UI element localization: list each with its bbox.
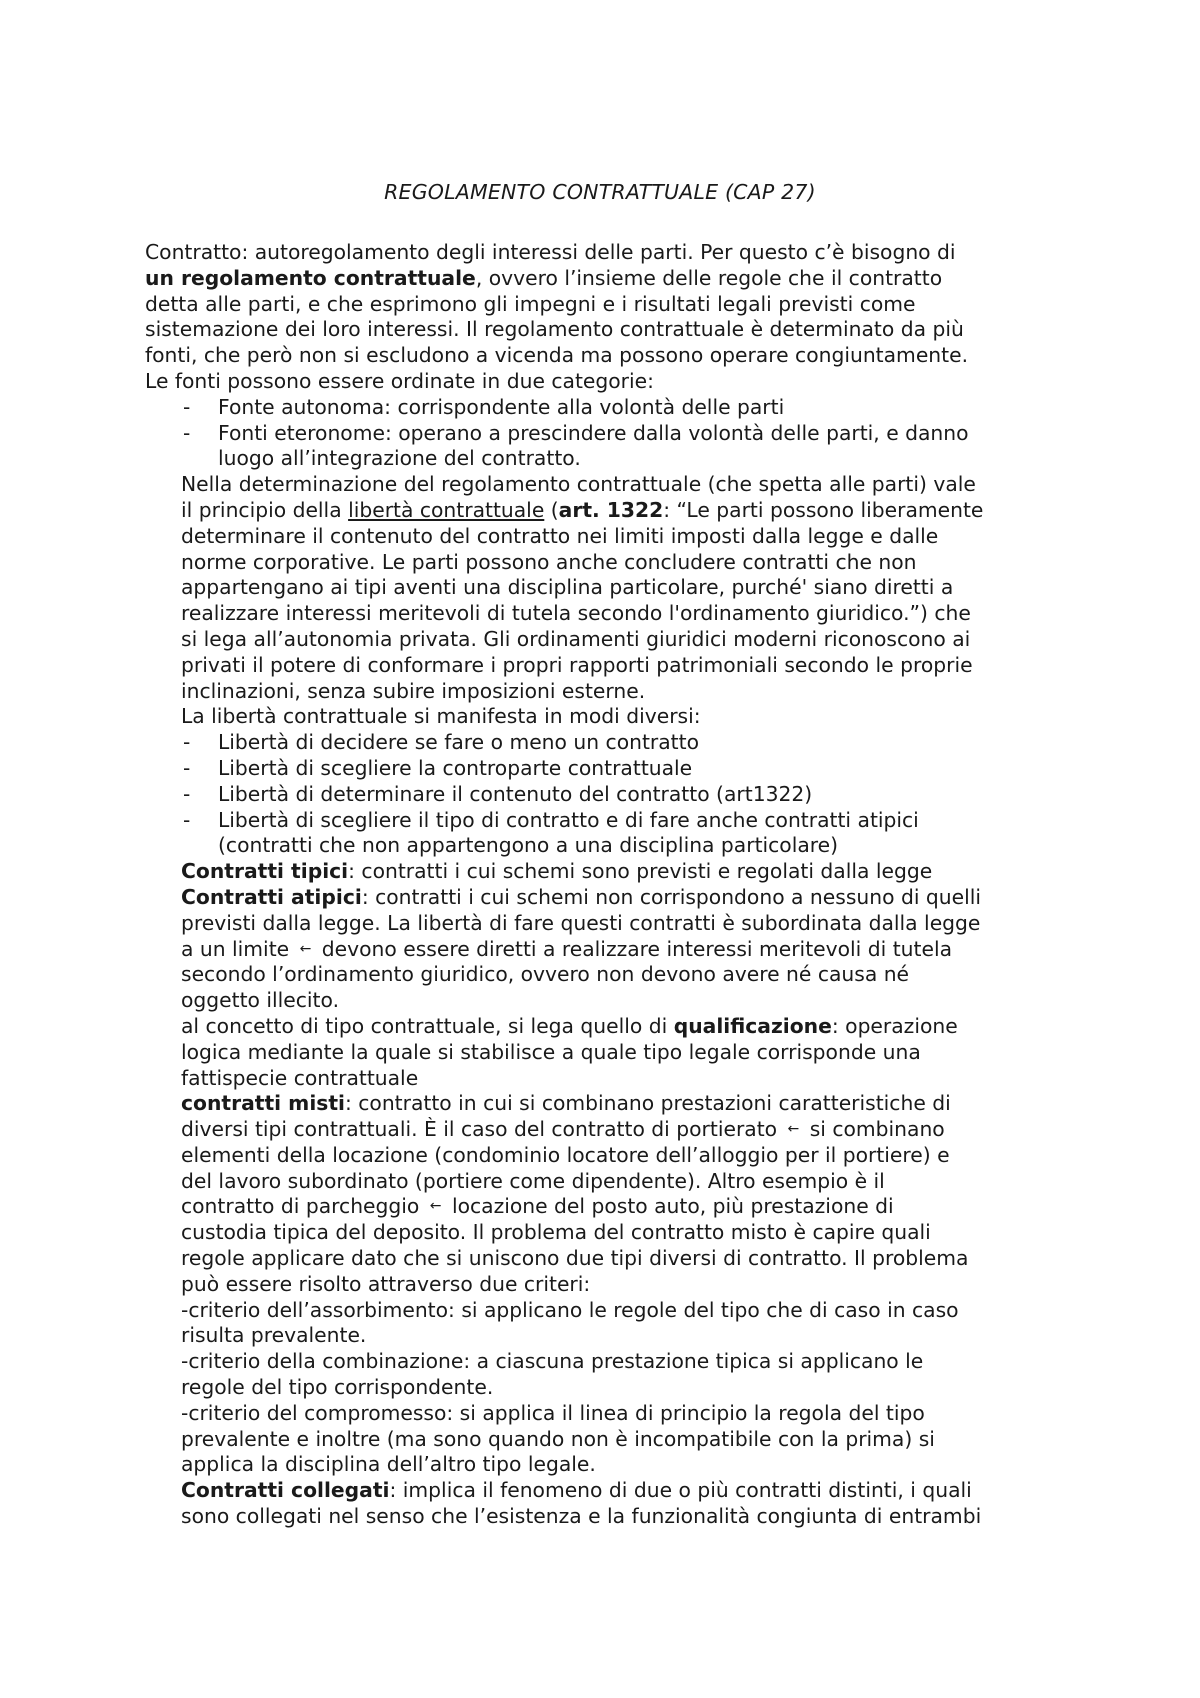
text-span: inclinazioni, senza subire imposizioni esterne. xyxy=(181,678,646,703)
text-line xyxy=(145,550,1065,576)
text-span: oggetto illecito. xyxy=(181,988,340,1013)
text-line xyxy=(145,498,1065,524)
list-item xyxy=(145,395,1065,421)
text-span: -criterio dell’assorbimento: si applicano le regole del tipo che di caso in caso xyxy=(181,1297,959,1322)
text-span: appartengano ai tipi aventi una disciplina particolare, purché' siano diretti a xyxy=(181,575,954,600)
text-span: Contratto: autoregolamento degli interessi delle parti. Per questo c’è bisogno di xyxy=(145,240,956,264)
text-line xyxy=(145,1194,1065,1220)
text-line xyxy=(145,240,1065,266)
text-span: a un limite xyxy=(181,936,296,961)
text-span: sono collegati nel senso che l’esistenza e la funzionalità congiunta di entrambi xyxy=(181,1504,982,1529)
text-span: Fonti eteronome: operano a prescindere dalla volontà delle parti, e danno xyxy=(218,420,969,445)
text-span: applica la disciplina dell’altro tipo legale. xyxy=(181,1452,596,1477)
text-span: regole applicare dato che si uniscono due tipi diversi di contratto. Il problema xyxy=(181,1246,969,1271)
text-span: : implica il fenomeno di due o più contratti distinti, i quali xyxy=(389,1478,972,1503)
text-span: realizzare interessi meritevoli di tutela secondo l'ordinamento giuridico.”) che xyxy=(181,601,971,626)
list-item xyxy=(145,756,1065,782)
list-dash: - xyxy=(183,730,191,755)
text-span: privati il potere di conformare i propri rapporti patrimoniali secondo le proprie xyxy=(181,652,973,677)
text-span: si combinano xyxy=(803,1117,945,1142)
text-span: La libertà contrattuale si manifesta in modi diversi: xyxy=(181,704,701,729)
text-line xyxy=(145,1066,1065,1092)
text-line xyxy=(145,833,1065,859)
bold-term: art. 1322 xyxy=(558,497,664,522)
text-line xyxy=(145,1040,1065,1066)
text-line xyxy=(145,1349,1065,1375)
text-line xyxy=(145,1298,1065,1324)
text-span: , ovvero l’insieme delle regole che il contratto xyxy=(475,265,943,290)
text-span: sistemazione dei loro interessi. Il regolamento contrattuale è determinato da più xyxy=(145,317,964,342)
text-span: Nella determinazione del regolamento contrattuale (che spetta alle parti) vale xyxy=(181,472,976,497)
underlined-term: libertà contrattuale xyxy=(348,497,545,522)
page-title: REGOLAMENTO CONTRATTUALE (CAP 27) xyxy=(384,180,816,204)
text-line xyxy=(145,962,1065,988)
text-line xyxy=(145,369,1065,395)
text-span: Libertà di determinare il contenuto del contratto (art1322) xyxy=(218,781,813,806)
list-dash: - xyxy=(183,781,191,806)
text-span: : operazione xyxy=(831,1013,958,1038)
arrow-icon: ← xyxy=(787,1121,800,1138)
text-span: risulta prevalente. xyxy=(181,1323,367,1348)
bold-term: un regolamento contrattuale xyxy=(145,265,476,290)
text-line xyxy=(145,343,1065,369)
text-span: prevalente e inoltre (ma sono quando non è incompatibile con la prima) si xyxy=(181,1426,935,1451)
text-line xyxy=(145,1246,1065,1272)
text-line xyxy=(145,988,1065,1014)
text-span: : contratto in cui si combinano prestazioni caratteristiche di xyxy=(344,1091,951,1116)
text-span: al concetto di tipo contrattuale, si lega quello di xyxy=(181,1013,674,1038)
text-line xyxy=(145,1117,1065,1143)
text-line xyxy=(145,292,1065,318)
text-span: fattispecie contrattuale xyxy=(181,1065,419,1090)
text-line xyxy=(145,1401,1065,1427)
document-body xyxy=(145,240,1065,1530)
list-dash: - xyxy=(183,755,191,780)
text-span: Le fonti possono essere ordinate in due categorie: xyxy=(145,368,654,393)
text-line xyxy=(145,679,1065,705)
bold-term: contratti misti xyxy=(181,1091,345,1116)
bold-term: Contratti tipici xyxy=(181,859,349,884)
text-line xyxy=(145,627,1065,653)
text-span: diversi tipi contrattuali. È il caso del contratto di portierato xyxy=(181,1117,784,1142)
text-line xyxy=(145,1220,1065,1246)
text-span: contratto di parcheggio xyxy=(181,1194,426,1219)
text-span: fonti, che però non si escludono a vicenda ma possono operare congiuntamente. xyxy=(145,343,969,368)
text-span: detta alle parti, e che esprimono gli impegni e i risultati legali previsti come xyxy=(145,291,916,316)
text-line xyxy=(145,885,1065,911)
text-span: -criterio della combinazione: a ciascuna prestazione tipica si applicano le xyxy=(181,1349,924,1374)
text-span: Libertà di scegliere il tipo di contratto e di fare anche contratti atipici xyxy=(218,807,919,832)
list-dash: - xyxy=(183,807,191,832)
text-line xyxy=(145,859,1065,885)
text-span: elementi della locazione (condominio locatore dell’alloggio per il portiere) e xyxy=(181,1142,950,1167)
text-span: determinare il contenuto del contratto nei limiti imposti dalla legge e dalle xyxy=(181,523,939,548)
bold-term: Contratti atipici xyxy=(181,884,362,909)
list-dash: - xyxy=(183,420,191,445)
text-span: devono essere diretti a realizzare interessi meritevoli di tutela xyxy=(315,936,953,961)
arrow-icon: ← xyxy=(429,1198,442,1215)
bold-term: Contratti collegati xyxy=(181,1478,390,1503)
text-line xyxy=(145,653,1065,679)
text-span: del lavoro subordinato (portiere come dipendente). Altro esempio è il xyxy=(181,1168,885,1193)
text-span: previsti dalla legge. La libertà di fare questi contratti è subordinata dalla legge xyxy=(181,910,981,935)
text-span: locazione del posto auto, più prestazione di xyxy=(445,1194,894,1219)
text-line xyxy=(145,704,1065,730)
list-item xyxy=(145,808,1065,834)
text-span: secondo l’ordinamento giuridico, ovvero non devono avere né causa né xyxy=(181,962,910,987)
text-line xyxy=(145,575,1065,601)
text-span: regole del tipo corrispondente. xyxy=(181,1375,494,1400)
text-span: : contratti i cui schemi sono previsti e regolati dalla legge xyxy=(348,859,933,884)
text-span: Libertà di decidere se fare o meno un contratto xyxy=(218,730,699,755)
list-item xyxy=(145,730,1065,756)
text-span: custodia tipica del deposito. Il problema del contratto misto è capire quali xyxy=(181,1220,931,1245)
text-line xyxy=(145,524,1065,550)
text-line xyxy=(145,472,1065,498)
text-span: può essere risolto attraverso due criteri: xyxy=(181,1271,591,1296)
bold-term: qualificazione xyxy=(673,1013,832,1038)
text-span: il principio della xyxy=(181,497,349,522)
text-span: logica mediante la quale si stabilisce a quale tipo legale corrisponde una xyxy=(181,1039,921,1064)
text-line xyxy=(145,937,1065,963)
text-line xyxy=(145,1014,1065,1040)
text-line xyxy=(145,1478,1065,1504)
text-line xyxy=(145,911,1065,937)
text-line xyxy=(145,1427,1065,1453)
text-span: luogo all’integrazione del contratto. xyxy=(218,446,581,471)
text-line xyxy=(145,317,1065,343)
arrow-icon: ← xyxy=(299,940,312,957)
text-line xyxy=(145,1169,1065,1195)
text-span: norme corporative. Le parti possono anche concludere contratti che non xyxy=(181,549,917,574)
text-line xyxy=(145,446,1065,472)
text-span: si lega all’autonomia privata. Gli ordinamenti giuridici moderni riconoscono ai xyxy=(181,626,971,651)
list-dash: - xyxy=(183,394,191,419)
text-span: : contratti i cui schemi non corrispondono a nessuno di quelli xyxy=(361,884,982,909)
text-line xyxy=(145,1323,1065,1349)
text-line xyxy=(145,1375,1065,1401)
text-span: Fonte autonoma: corrispondente alla volontà delle parti xyxy=(218,394,785,419)
text-span: (contratti che non appartengono a una disciplina particolare) xyxy=(218,833,839,858)
text-span: -criterio del compromesso: si applica il linea di principio la regola del tipo xyxy=(181,1400,925,1425)
text-line xyxy=(145,1504,1065,1530)
text-line xyxy=(145,1091,1065,1117)
list-item xyxy=(145,421,1065,447)
list-item xyxy=(145,782,1065,808)
text-span: : “Le parti possono liberamente xyxy=(663,497,984,522)
text-line xyxy=(145,1452,1065,1478)
text-span: Libertà di scegliere la controparte contrattuale xyxy=(218,755,693,780)
text-line xyxy=(145,1143,1065,1169)
text-line xyxy=(145,601,1065,627)
text-span: ( xyxy=(544,497,559,522)
text-line xyxy=(145,1272,1065,1298)
text-line xyxy=(145,266,1065,292)
